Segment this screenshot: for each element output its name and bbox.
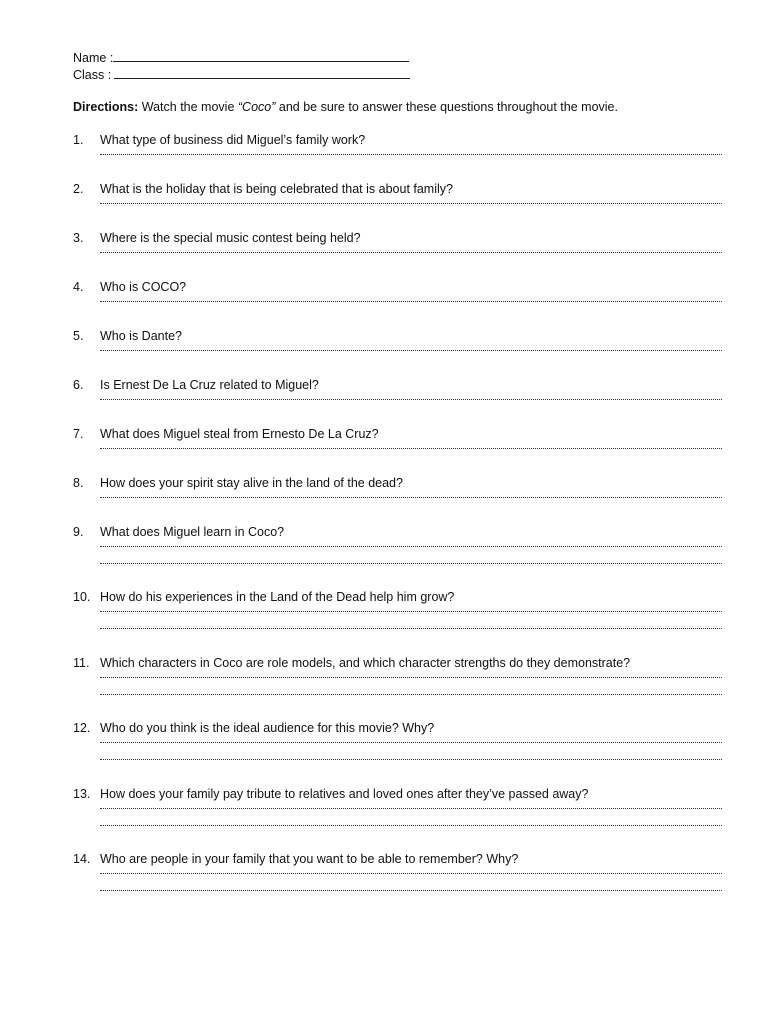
answer-line[interactable] [100, 497, 722, 498]
question-text: Who do you think is the ideal audience for this movie? Why? [100, 721, 435, 735]
question-text: Who is Dante? [100, 329, 182, 343]
answer-line[interactable] [100, 890, 722, 891]
question-number: 14. [73, 852, 91, 866]
directions-pre: Watch the movie [138, 100, 238, 114]
question-number: 9. [73, 525, 84, 539]
question-text: Who is COCO? [100, 280, 187, 294]
answer-line[interactable] [100, 694, 722, 695]
question-number: 5. [73, 329, 84, 343]
answer-line[interactable] [100, 611, 722, 612]
question-number: 3. [73, 231, 84, 245]
answer-line[interactable] [100, 252, 722, 253]
question-number: 6. [73, 378, 84, 392]
answer-line[interactable] [100, 742, 722, 743]
answer-line[interactable] [100, 873, 722, 874]
question-text: How does your spirit stay alive in the land of the dead? [100, 476, 403, 490]
answer-line[interactable] [100, 563, 722, 564]
directions-label: Directions: [73, 100, 139, 114]
answer-line[interactable] [100, 628, 722, 629]
movie-title: “Coco” [237, 100, 276, 114]
question-number: 2. [73, 182, 84, 196]
question-text: What is the holiday that is being celebrated that is about family? [100, 182, 453, 196]
question-text: What does Miguel steal from Ernesto De La Cruz? [100, 427, 379, 441]
question-number: 8. [73, 476, 84, 490]
question-text: How do his experiences in the Land of the Dead help him grow? [100, 590, 455, 604]
question-text: Is Ernest De La Cruz related to Miguel? [100, 378, 319, 392]
question-text: What does Miguel learn in Coco? [100, 525, 285, 539]
class-row [73, 67, 410, 83]
question-number: 13. [73, 787, 91, 801]
question-number: 4. [73, 280, 84, 294]
directions [73, 99, 618, 115]
answer-line[interactable] [100, 448, 722, 449]
answer-line[interactable] [100, 677, 722, 678]
question-text: Which characters in Coco are role models, and which character strengths do they demonstrate? [100, 656, 631, 670]
name-row [73, 50, 409, 66]
answer-line[interactable] [100, 546, 722, 547]
question-text: Who are people in your family that you want to be able to remember? Why? [100, 852, 519, 866]
answer-line[interactable] [100, 154, 722, 155]
answer-line[interactable] [100, 808, 722, 809]
question-number: 1. [73, 133, 84, 147]
question-number: 7. [73, 427, 84, 441]
question-number: 10. [73, 590, 91, 604]
answer-line[interactable] [100, 759, 722, 760]
answer-line[interactable] [100, 203, 722, 204]
question-text: Where is the special music contest being held? [100, 231, 361, 245]
answer-line[interactable] [100, 399, 722, 400]
answer-line[interactable] [100, 301, 722, 302]
class-label: Class : [73, 68, 112, 82]
name-label: Name : [73, 51, 114, 65]
question-text: How does your family pay tribute to relatives and loved ones after they’ve passed away? [100, 787, 589, 801]
class-blank[interactable] [114, 67, 410, 79]
question-number: 12. [73, 721, 91, 735]
question-number: 11. [73, 656, 90, 670]
answer-line[interactable] [100, 825, 722, 826]
question-text: What type of business did Miguel’s family work? [100, 133, 366, 147]
name-blank[interactable] [113, 50, 409, 62]
answer-line[interactable] [100, 350, 722, 351]
directions-post: and be sure to answer these questions throughout the movie. [275, 100, 618, 114]
